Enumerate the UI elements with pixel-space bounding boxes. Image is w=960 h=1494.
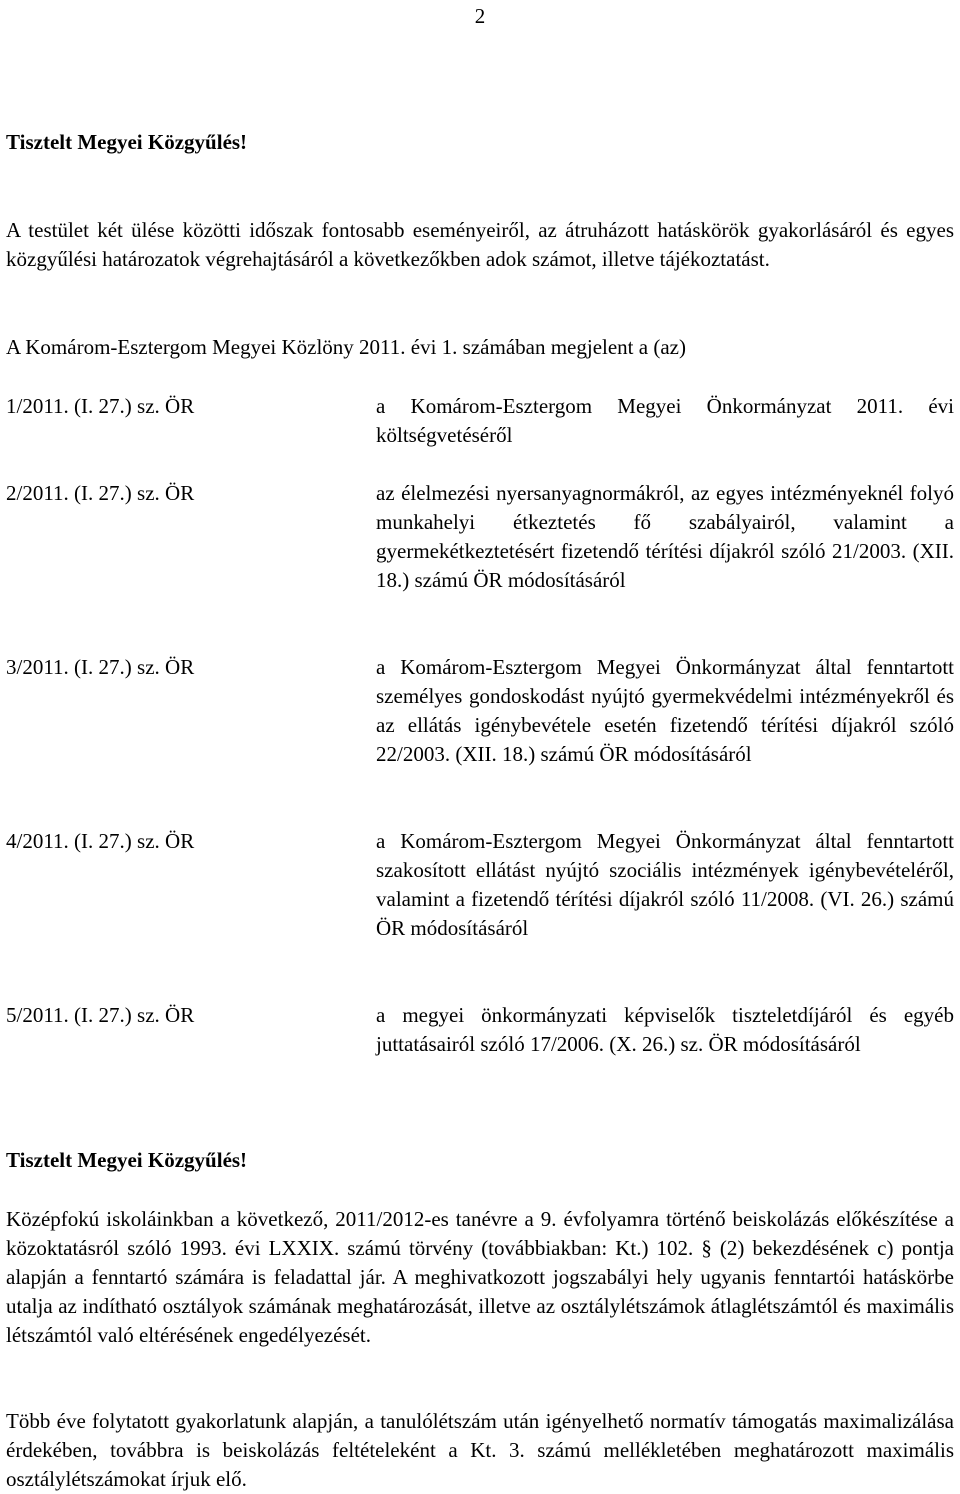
regulation-description: a Komárom-Esztergom Megyei Önkormányzat 2011. évi költségvetéséről bbox=[376, 394, 954, 447]
salutation-heading: Tisztelt Megyei Közgyűlés! bbox=[6, 130, 248, 154]
regulation-id: 1/2011. (I. 27.) sz. ÖR bbox=[6, 394, 195, 418]
regulation-id: 2/2011. (I. 27.) sz. ÖR bbox=[6, 481, 195, 505]
salutation-heading: Tisztelt Megyei Közgyűlés! bbox=[6, 1148, 248, 1172]
body-paragraph: Középfokú iskoláinkban a következő, 2011/2012-es tanévre a 9. évfolyamra történő beiskolázás előkészítése a közoktatásról szóló 1993. évi LXXIX. számú törvény (továbbiakban: Kt.) 102. § (2) bekezdésének c) pontja alapján a fenntartó számára is feladattal jár. A meghivatkozott jogszabályi hely ugyanis fenntartói hatáskörbe utalja az indítható osztályok számának meghatározását, illetve az osztálylétszámok átlaglétszámtól és maximális létszámtól való eltérésének engedélyezését. bbox=[6, 1207, 954, 1347]
body-paragraph: Több éve folytatott gyakorlatunk alapján, a tanulólétszám után igényelhető normatív támogatás maximalizálása érdekében, továbbra is beiskolázás feltételeként a Kt. 3. számú mellékletében meghatározott maximális osztálylétszámokat írjuk elő. bbox=[6, 1409, 954, 1491]
regulation-id: 3/2011. (I. 27.) sz. ÖR bbox=[6, 655, 195, 679]
regulation-id: 4/2011. (I. 27.) sz. ÖR bbox=[6, 829, 195, 853]
gazette-line: A Komárom-Esztergom Megyei Közlöny 2011. évi 1. számában megjelent a (az) bbox=[6, 335, 686, 359]
regulation-description: a megyei önkormányzati képviselők tiszteletdíjáról és egyéb juttatásairól szóló 17/2006. (X. 26.) sz. ÖR módosításáról bbox=[376, 1003, 954, 1056]
regulation-id: 5/2011. (I. 27.) sz. ÖR bbox=[6, 1003, 195, 1027]
regulation-description: a Komárom-Esztergom Megyei Önkormányzat által fenntartott szakosított ellátást nyújtó szociális intézmények igénybevételéről, valamint a fizetendő térítési díjakról szóló 11/2008. (VI. 26.) számú ÖR módosításáról bbox=[376, 829, 954, 940]
page-number: 2 bbox=[474, 4, 486, 28]
regulation-description: az élelmezési nyersanyagnormákról, az egyes intézményeknél folyó munkahelyi étkeztetés fő szabályairól, valamint a gyermekétkeztetésért fizetendő térítési díjakról szóló 21/2003. (XII. 18.) számú ÖR módosításáról bbox=[376, 481, 954, 592]
intro-paragraph: A testület két ülése közötti időszak fontosabb eseményeiről, az átruházott hatáskörök gyakorlásáról és egyes közgyűlési határozatok végrehajtásáról a következőkben adok számot, illetve tájékoztatást. bbox=[6, 218, 954, 271]
regulation-description: a Komárom-Esztergom Megyei Önkormányzat által fenntartott személyes gondoskodást nyújtó gyermekvédelmi intézményekről és az ellátás igénybevétele esetén fizetendő térítési díjakról szóló 22/2003. (XII. 18.) számú ÖR módosításáról bbox=[376, 655, 954, 766]
